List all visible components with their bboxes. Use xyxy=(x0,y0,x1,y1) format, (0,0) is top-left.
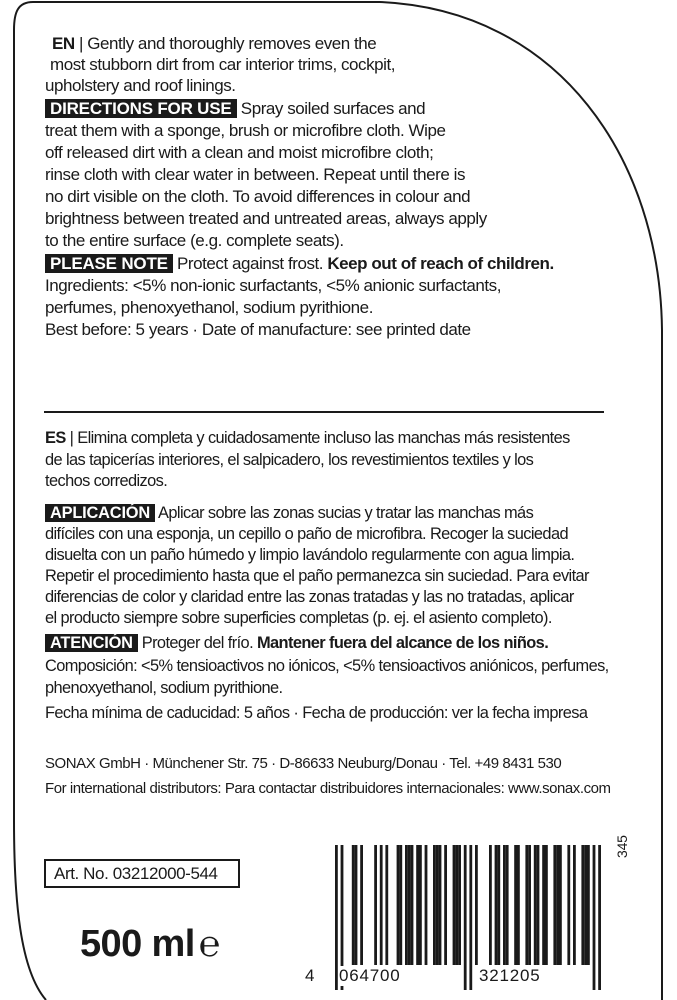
en-ingredients-line-2: perfumes, phenoxyethanol, sodium pyrithione. xyxy=(45,298,373,317)
barcode-bar xyxy=(416,845,419,965)
en-directions-line-6: brightness between treated and untreated areas, always apply xyxy=(45,209,487,228)
es-application-line-5: diferencias de color y claridad entre las zonas tratadas y las no tratadas, aplicar xyxy=(45,588,574,606)
barcode-bar xyxy=(593,845,596,990)
barcode-bar xyxy=(385,845,388,965)
barcode-bar xyxy=(464,845,467,990)
volume-label xyxy=(80,922,220,966)
es-intro-line-2: de las tapicerías interiores, el salpicadero, los revestimientos textiles y los xyxy=(45,451,534,469)
en-note-line: PLEASE NOTE Protect against frost. Keep out of reach of children. xyxy=(45,253,554,274)
barcode-bar xyxy=(405,845,408,965)
barcode-bar xyxy=(425,845,428,965)
barcode-bar xyxy=(537,845,540,965)
barcode-bar xyxy=(352,845,355,965)
es-composition-line-2: phenoxyethanol, sodium pyrithione. xyxy=(45,679,283,697)
vertical-code: 345 xyxy=(614,835,630,858)
es-application-line-1: APLICACIÓN Aplicar sobre las zonas sucias y tratar las manchas más xyxy=(45,503,533,524)
article-number-box: Art. No. 03212000-544 xyxy=(44,859,240,888)
en-best-before: Best before: 5 years · Date of manufacture: see printed date xyxy=(45,320,471,339)
en-ingredients-line-1: Ingredients: <5% non-ionic surfactants, <5% anionic surfactants, xyxy=(45,276,501,295)
barcode-bar xyxy=(503,845,506,965)
company-address: SONAX GmbH · Münchener Str. 75 · D-86633 Neuburg/Donau · Tel. +49 8431 530 xyxy=(45,755,562,772)
es-intro-line-1: ES | Elimina completa y cuidadosamente incluso las manchas más resistentes xyxy=(45,429,570,447)
distributors-info: For international distributors: Para contactar distribuidores internacionales: www.sonax.com xyxy=(45,780,611,797)
barcode-bar xyxy=(506,845,509,965)
barcode-bar xyxy=(514,845,517,965)
estimated-sign-icon: ℮ xyxy=(198,923,220,964)
barcode-bar xyxy=(436,845,439,965)
barcode-bar xyxy=(397,845,400,965)
barcode-bar xyxy=(469,845,472,990)
barcode-bar xyxy=(587,845,590,965)
en-directions-line-7: to the entire surface (e.g. complete seats). xyxy=(45,231,344,250)
barcode-digits-left: 064700 xyxy=(339,966,401,985)
barcode-bar xyxy=(545,845,548,965)
children-warning: Keep out of reach of children. xyxy=(327,254,554,273)
barcode-bar xyxy=(380,845,383,965)
barcode-bar xyxy=(453,845,456,965)
barcode-bar xyxy=(556,845,559,965)
please-note-header: PLEASE NOTE xyxy=(45,254,173,273)
es-attention-line: ATENCIÓN Proteger del frío. Mantener fuera del alcance de los niños. xyxy=(45,633,548,654)
es-best-before: Fecha mínima de caducidad: 5 años · Fecha de producción: ver la fecha impresa xyxy=(45,704,588,722)
barcode-bar xyxy=(534,845,537,965)
barcode-bar xyxy=(525,845,528,965)
barcode-bar xyxy=(458,845,461,965)
es-application-line-6: el producto siempre sobre superficies completas (p. ej. el asiento completo). xyxy=(45,609,552,627)
directions-header: DIRECTIONS FOR USE xyxy=(45,99,237,118)
es-application-line-2: difíciles con una esponja, un cepillo o paño de microfibra. Recoger la suciedad xyxy=(45,525,568,543)
barcode-bar xyxy=(495,845,498,965)
barcode-bar xyxy=(433,845,436,965)
barcode-bar xyxy=(573,845,576,965)
atencion-header: ATENCIÓN xyxy=(45,634,138,652)
barcode-bar xyxy=(444,845,447,965)
en-directions-line-3: off released dirt with a clean and moist microfibre cloth; xyxy=(45,143,434,162)
barcode-bar xyxy=(598,845,601,990)
barcode-bar xyxy=(360,845,363,965)
section-divider xyxy=(44,411,604,413)
ninos-warning: Mantener fuera del alcance de los niños. xyxy=(256,634,549,652)
es-intro-line-3: techos corredizos. xyxy=(45,472,168,490)
en-intro-line-2: most stubborn dirt from car interior trims, cockpit, xyxy=(50,55,396,74)
en-intro-line-1: EN | Gently and thoroughly removes even the xyxy=(52,34,377,53)
en-directions-line-1: DIRECTIONS FOR USE Spray soiled surfaces and xyxy=(45,98,425,119)
barcode-bar xyxy=(489,845,492,965)
barcode-bar xyxy=(581,845,584,965)
en-directions-line-2: treat them with a sponge, brush or microfibre cloth. Wipe xyxy=(45,121,446,140)
barcode-bar xyxy=(411,845,414,965)
barcode-bar xyxy=(542,845,545,965)
en-intro-line-3: upholstery and roof linings. xyxy=(45,76,236,95)
barcode-bar xyxy=(408,845,411,965)
barcode-bar xyxy=(355,845,358,965)
barcode-bar xyxy=(374,845,377,965)
barcode-bar xyxy=(567,845,570,965)
barcode-bar xyxy=(559,845,562,965)
barcode-bar xyxy=(584,845,587,965)
es-application-line-3: disuelta con un paño húmedo y limpio lavándolo regularmente con agua limpia. xyxy=(45,546,575,564)
barcode-bar xyxy=(497,845,500,965)
barcode-digit-first: 4 xyxy=(305,966,316,985)
en-directions-line-4: rinse cloth with clear water in between. Repeat until there is xyxy=(45,165,465,184)
barcode-digits-right: 321205 xyxy=(479,966,541,985)
en-language-code: EN xyxy=(52,34,75,53)
barcode-bar xyxy=(439,845,442,965)
barcode-bar xyxy=(399,845,402,965)
en-directions-line-5: no dirt visible on the cloth. To avoid differences in colour and xyxy=(45,187,471,206)
barcode-bar xyxy=(517,845,520,965)
barcode-bar xyxy=(455,845,458,965)
volume-value: 500 ml xyxy=(80,923,195,965)
barcode-bar xyxy=(553,845,556,965)
barcode-bar xyxy=(475,845,478,965)
barcode-bar xyxy=(419,845,422,965)
es-composition-line-1: Composición: <5% tensioactivos no iónicos, <5% tensioactivos aniónicos, perfumes, xyxy=(45,657,609,675)
es-application-line-4: Repetir el procedimiento hasta que el paño permanezca sin suciedad. Para evitar xyxy=(45,567,589,585)
es-language-code: ES xyxy=(45,429,66,447)
barcode-bar xyxy=(528,845,531,965)
aplicacion-header: APLICACIÓN xyxy=(45,504,155,522)
